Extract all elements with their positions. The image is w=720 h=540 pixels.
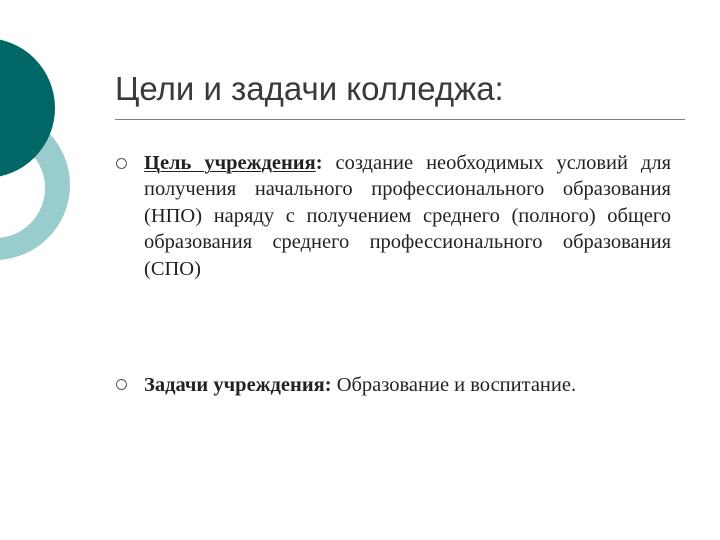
goal-colon: :: [315, 152, 323, 174]
goal-text: создание необходимых условий для получения начального профессионального образования (НПО) наряду с получением среднего (полного) общего образования среднего профессионального образования (СПО): [144, 152, 671, 280]
goal-paragraph: [144, 150, 671, 282]
tasks-text: Образование и воспитание.: [331, 374, 577, 396]
slide-title: Цели и задачи колледжа:: [115, 70, 504, 107]
teal-circles-decoration: [0, 0, 120, 300]
tasks-colon: :: [324, 374, 332, 396]
hollow-circle-bullet-icon: [116, 158, 127, 169]
tasks-label: Задачи учреждения: [144, 374, 325, 396]
hollow-circle-bullet-icon: [116, 379, 127, 390]
title-divider: [115, 119, 685, 120]
goal-label: Цель учреждения: [144, 152, 316, 174]
tasks-paragraph: [144, 372, 671, 398]
